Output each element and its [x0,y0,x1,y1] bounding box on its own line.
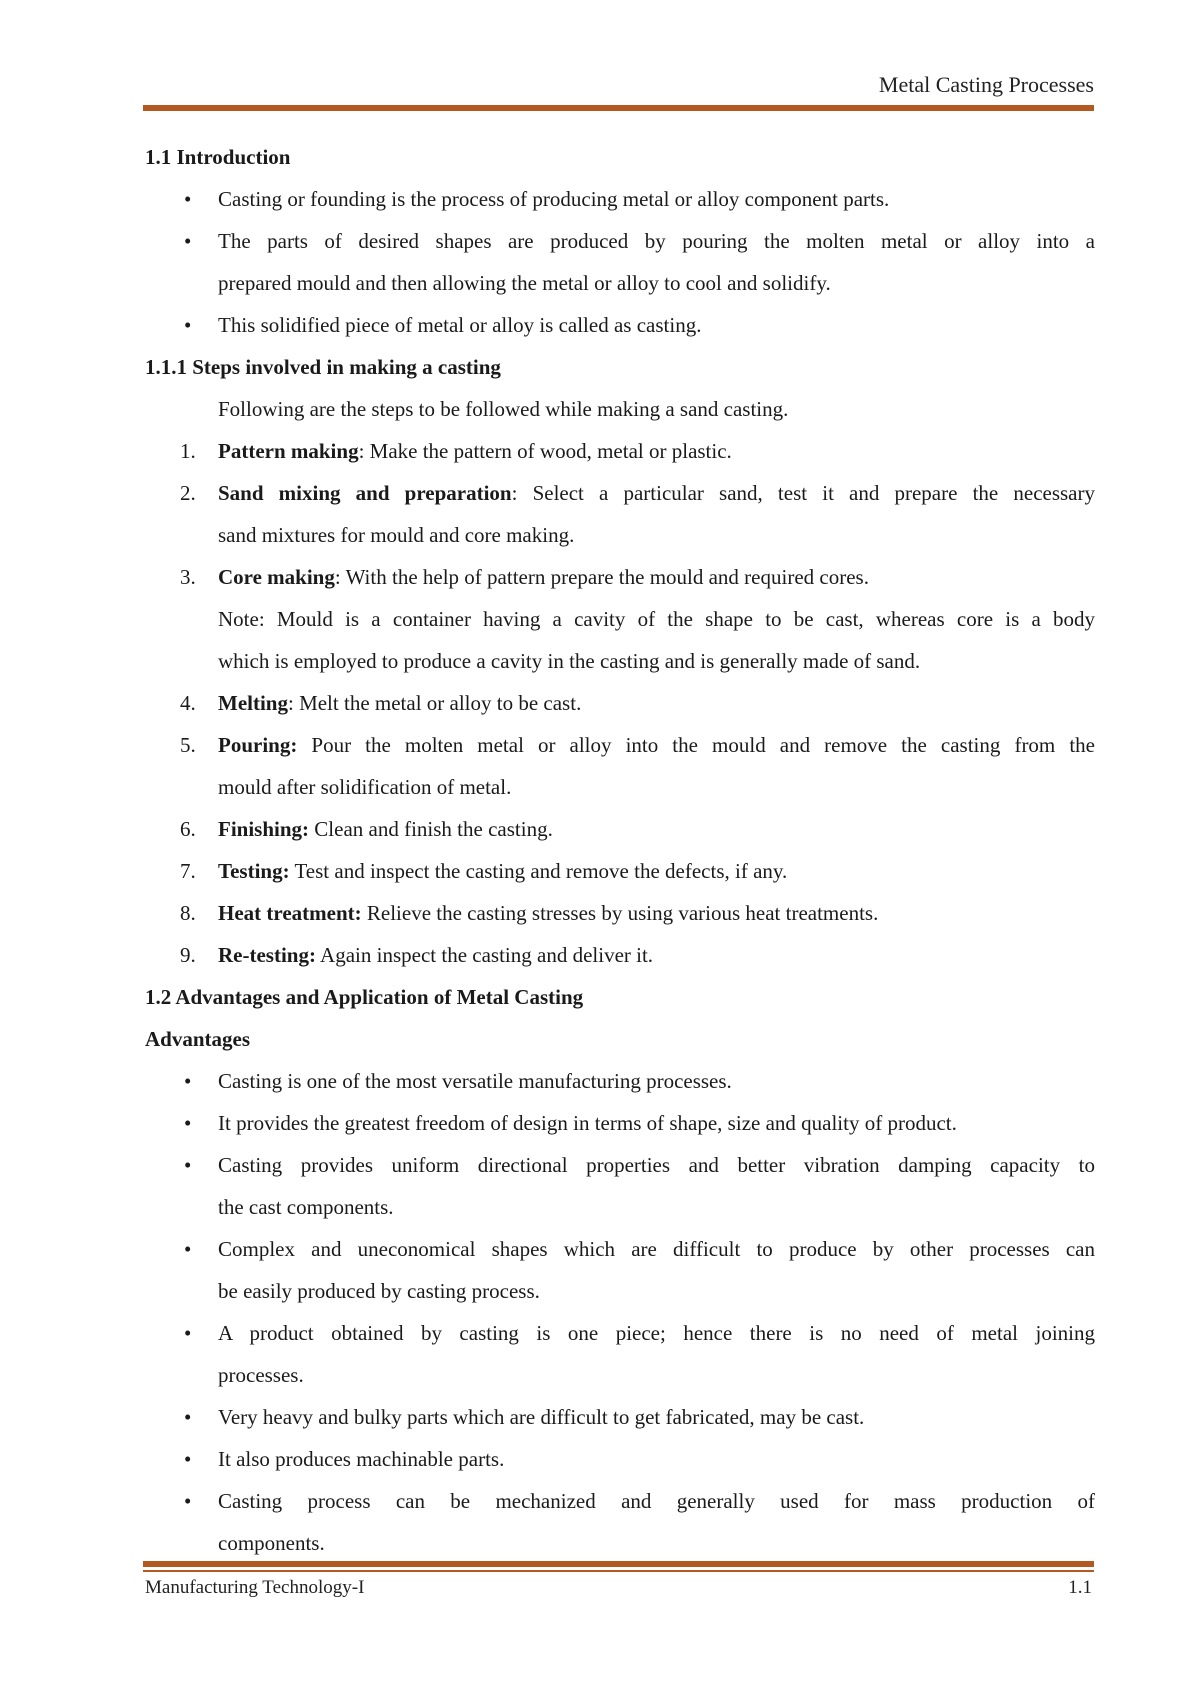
bullet-icon: • [184,1237,192,1261]
steps-intro: Following are the steps to be followed while making a sand casting. [218,397,789,421]
section-heading-1-1: 1.1 Introduction [145,145,291,169]
bullet-icon: • [184,1405,192,1429]
bullet-icon: • [184,1111,192,1135]
bullet-icon: • [184,1321,192,1345]
bullet-icon: • [184,1153,192,1177]
bullet-item: • It provides the greatest freedom of design in terms of shape, size and quality of product. [145,1102,1095,1144]
bullet-item: • This solidified piece of metal or alloy is called as casting. [145,304,1095,346]
step-item: 9. Re-testing: Again inspect the casting and deliver it. [180,943,654,967]
page-content [145,136,1095,1564]
step-item: 7. Testing: Test and inspect the casting and remove the defects, if any. [180,859,788,883]
step-continuation: mould after solidification of metal. [218,775,512,799]
bullet-item: • Casting is one of the most versatile manufacturing processes. [145,1060,1095,1102]
bullet-item: • Casting process can be mechanized and generally used for mass production of [145,1480,1095,1522]
bullet-icon: • [184,187,192,211]
bullet-continuation: prepared mould and then allowing the metal or alloy to cool and solidify. [218,271,831,295]
bullet-item: • Complex and uneconomical shapes which are difficult to produce by other processes can [145,1228,1095,1270]
footer-course: Manufacturing Technology-I [145,1577,365,1598]
header-rule [143,105,1094,111]
section-heading-1-1-1: 1.1.1 Steps involved in making a casting [145,355,501,379]
bullet-item: • A product obtained by casting is one piece; hence there is no need of metal joining [145,1312,1095,1354]
bullet-continuation: processes. [218,1363,304,1387]
bullet-item: • Casting or founding is the process of producing metal or alloy component parts. [145,178,1095,220]
step-item: 2. Sand mixing and preparation: Select a particular sand, test it and prepare the necessary [180,481,1095,505]
step-note: which is employed to produce a cavity in the casting and is generally made of sand. [218,649,921,673]
bullet-continuation: be easily produced by casting process. [218,1279,540,1303]
running-header: Metal Casting Processes [878,72,1094,97]
bullet-icon: • [184,229,192,253]
footer-rule [143,1561,1094,1567]
bullet-item: • Very heavy and bulky parts which are difficult to get fabricated, may be cast. [145,1396,1095,1438]
bullet-item: • The parts of desired shapes are produced by pouring the molten metal or alloy into a [145,220,1095,262]
step-item: 8. Heat treatment: Relieve the casting stresses by using various heat treatments. [180,901,879,925]
step-continuation: sand mixtures for mould and core making. [218,523,575,547]
bullet-icon: • [184,1447,192,1471]
footer-rule-thin [143,1570,1094,1572]
bullet-icon: • [184,1069,192,1093]
bullet-continuation: components. [218,1531,325,1555]
bullet-item: • Casting provides uniform directional properties and better vibration damping capacity to [145,1144,1095,1186]
bullet-icon: • [184,1489,192,1513]
page-number: 1.1 [1068,1577,1092,1598]
step-note: Note: Mould is a container having a cavity of the shape to be cast, whereas core is a body [218,607,1095,631]
step-item: 5. Pouring: Pour the molten metal or alloy into the mould and remove the casting from the [180,733,1095,757]
step-item: 4. Melting: Melt the metal or alloy to be cast. [180,691,582,715]
bullet-icon: • [184,313,192,337]
section-heading-1-2: 1.2 Advantages and Application of Metal Casting [145,985,584,1009]
step-item: 6. Finishing: Clean and finish the casting. [180,817,553,841]
step-item: 1. Pattern making: Make the pattern of wood, metal or plastic. [180,439,732,463]
bullet-continuation: the cast components. [218,1195,394,1219]
bullet-item: • It also produces machinable parts. [145,1438,1095,1480]
subheading-advantages: Advantages [145,1027,251,1051]
step-item: 3. Core making: With the help of pattern prepare the mould and required cores. [180,565,869,589]
